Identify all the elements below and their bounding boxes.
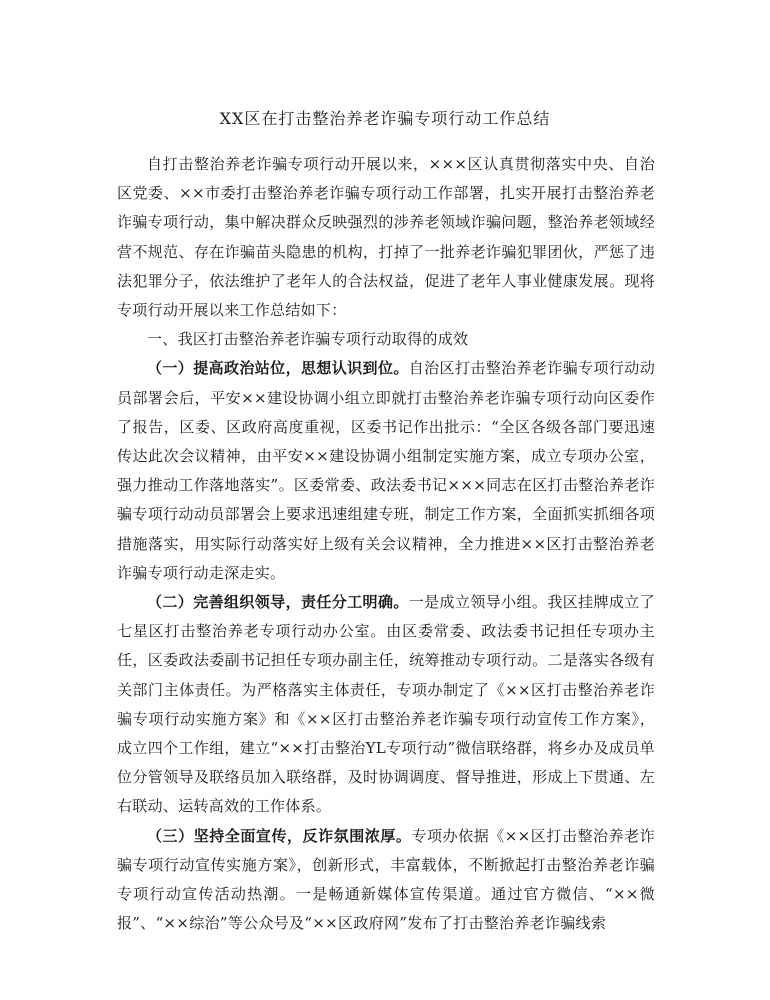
paragraph-3-text: 专项办依据《××区打击整治养老诈骗专项行动宣传实施方案》，创新形式，丰富载体，不断掀起打击整治养老诈骗专项行动宣传活动热潮。一是畅通新媒体宣传渠道。通过官方微信、“××微报”、“××综治”等公众号及“××区政府网”发布了打击整治养老诈骗线索 bbox=[117, 826, 655, 933]
paragraph-2-text: 一是成立领导小组。我区挂牌成立了七星区打击整治养老专项行动办公室。由区委常委、政法委书记担任专项办主任，区委政法委副书记担任专项办副主任，统筹推动专项行动。二是落实各级有关部门主体责任。为严格落实主体责任，专项办制定了《××区打击整治养老诈骗专项行动实施方案》和《××区打击整治养老诈骗专项行动宣传工作方案》，成立四个工作组，建立“××打击整治YL专项行动”微信联络群，将乡办及成员单位分管领导及联络员加入联络群，及时协调调度、督导推进，形成上下贯通、左右联动、运转高效的工作体系。 bbox=[117, 593, 655, 816]
paragraph-1-text: 自治区打击整治养老诈骗专项行动动员部署会后，平安××建设协调小组立即就打击整治养老诈骗专项行动向区委作了报告，区委、区政府高度重视，区委书记作出批示：“全区各级各部门要迅速传达此次会议精神，由平安××建设协调小组制定实施方案，成立专项办公室，强力推动工作落地落实”。区委常委、政法委书记×××同志在区打击整治养老诈骗专项行动动员部署会上要求迅速组建专班，制定工作方案，全面抓实抓细各项措施落实，用实际行动落实好上级有关会议精神，全力推进××区打击整治养老诈骗专项行动走深走实。 bbox=[117, 359, 655, 582]
paragraph-1 bbox=[117, 354, 655, 588]
paragraph-2 bbox=[117, 588, 655, 822]
document-body bbox=[117, 150, 655, 938]
document-title: XX区在打击整治养老诈骗专项行动工作总结 bbox=[219, 109, 551, 128]
section-heading: 一、我区打击整治养老诈骗专项行动取得的成效 bbox=[147, 330, 469, 349]
paragraph-2-lead: （二）完善组织领导，责任分工明确。 bbox=[147, 593, 409, 612]
paragraph-3 bbox=[117, 822, 655, 939]
paragraph-1-lead: （一）提高政治站位，思想认识到位。 bbox=[147, 359, 409, 378]
intro-paragraph: 自打击整治养老诈骗专项行动开展以来，×××区认真贯彻落实中央、自治区党委、××市委打击整治养老诈骗专项行动工作部署，扎实开展打击整治养老诈骗专项行动，集中解决群众反映强烈的涉养老领域诈骗问题，整治养老领域经营不规范、存在诈骗苗头隐患的机构，打掉了一批养老诈骗犯罪团伙，严惩了违法犯罪分子，依法维护了老年人的合法权益，促进了老年人事业健康发展。现将专项行动开展以来工作总结如下： bbox=[117, 155, 655, 320]
paragraph-3-lead: （三）坚持全面宣传，反诈氛围浓厚。 bbox=[147, 826, 412, 845]
